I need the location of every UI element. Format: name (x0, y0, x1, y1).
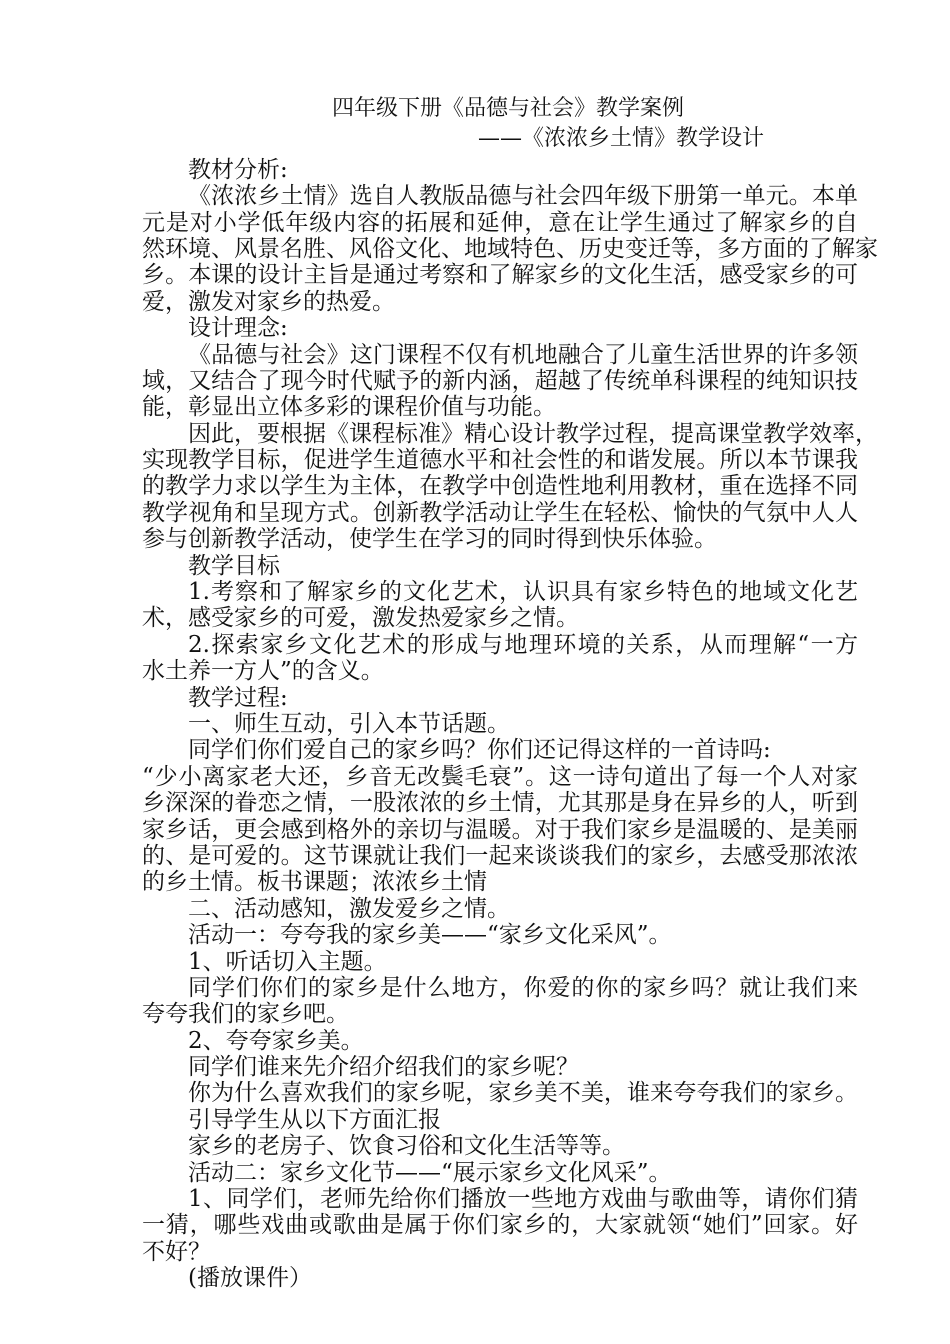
text-line: 参与创新教学活动，使学生在学习的同时得到快乐体验。 (142, 526, 717, 553)
text-line: 《品德与社会》这门课程不仅有机地融合了儿童生活世界的许多领 (188, 341, 858, 368)
text-line: 同学们你们爱自己的家乡吗？你们还记得这样的一首诗吗: (188, 737, 771, 764)
text-line: 的、是可爱的。这节课就让我们一起来谈谈我们的家乡，去感受那浓浓 (142, 842, 858, 869)
text-line: 的乡土情。板书课题；浓浓乡土情 (142, 869, 487, 896)
text-line: 水土养一方人”的含义。 (142, 658, 384, 685)
text-line: 教学视角和呈现方式。创新教学活动让学生在轻松、愉快的气氛中人人 (142, 499, 858, 526)
text-line: 能，彰显出立体多彩的课程价值与功能。 (142, 394, 556, 421)
text-line: 1.考察和了解家乡的文化艺术，认识具有家乡特色的地域文化艺 (188, 579, 858, 606)
text-line: 教材分析: (188, 156, 288, 183)
document-title: 四年级下册《品德与社会》教学案例 (332, 96, 685, 121)
text-line: 一、师生互动，引入本节话题。 (188, 710, 510, 737)
document-body (142, 156, 878, 1292)
text-line: 夸夸我们的家乡吧。 (142, 1001, 349, 1028)
text-line: 活动二：家乡文化节——“展示家乡文化风采”。 (188, 1159, 672, 1186)
text-line: 乡深深的眷恋之情，一股浓浓的乡土情，尤其那是身在异乡的人，听到 (142, 790, 858, 817)
text-line: 元是对小学低年级内容的拓展和延伸，意在让学生通过了解家乡的自 (142, 209, 858, 236)
text-line: 然环境、风景名胜、风俗文化、地域特色、历史变迁等，多方面的了解家 (142, 235, 878, 262)
text-line: 术，感受家乡的可爱，激发热爱家乡之情。 (142, 605, 579, 632)
text-line: 《浓浓乡土情》选自人教版品德与社会四年级下册第一单元。本单 (188, 183, 858, 210)
document-subtitle: ——《浓浓乡土情》教学设计 (478, 126, 765, 152)
text-line: 设计理念: (188, 315, 288, 342)
text-line: 爱，激发对家乡的热爱。 (142, 288, 395, 315)
text-line: 同学们你们的家乡是什么地方，你爱的你的家乡吗？就让我们来 (188, 974, 858, 1001)
text-line: 教学过程: (188, 684, 288, 711)
text-line: 实现教学目标，促进学生道德水平和社会性的和谐发展。所以本节课我 (142, 447, 858, 474)
text-line: “少小离家老大还，乡音无改鬓毛衰”。这一诗句道出了每一个人对家 (142, 763, 858, 790)
text-line: 2.探索家乡文化艺术的形成与地理环境的关系，从而理解“一方 (188, 631, 858, 658)
text-line: 乡。本课的设计主旨是通过考察和了解家乡的文化生活，感受家乡的可 (142, 262, 858, 289)
text-line: 一猜，哪些戏曲或歌曲是属于你们家乡的，大家就领“她们”回家。好 (142, 1212, 858, 1239)
text-line: 引导学生从以下方面汇报 (188, 1106, 441, 1133)
text-line: 因此，要根据《课程标准》精心设计教学过程，提高课堂教学效率， (188, 420, 878, 447)
text-line: (播放课件） (188, 1265, 312, 1292)
text-line: 1、听话切入主题。 (188, 948, 387, 975)
text-line: 你为什么喜欢我们的家乡呢，家乡美不美，谁来夸夸我们的家乡。 (188, 1080, 858, 1107)
document-page (142, 96, 878, 1292)
text-line: 教学目标 (188, 552, 280, 579)
text-line: 活动一：夸夸我的家乡美——“家乡文化采风”。 (188, 922, 672, 949)
text-line: 不好？ (142, 1238, 211, 1265)
text-line: 域，又结合了现今时代赋予的新内涵，超越了传统单科课程的纯知识技 (142, 367, 858, 394)
text-line: 家乡的老房子、饮食习俗和文化生活等等。 (188, 1133, 625, 1160)
text-line: 的教学力求以学生为主体，在教学中创造性地利用教材，重在选择不同 (142, 473, 858, 500)
text-line: 二、活动感知，激发爱乡之情。 (188, 895, 510, 922)
text-line: 家乡话，更会感到格外的亲切与温暖。对于我们家乡是温暖的、是美丽 (142, 816, 858, 843)
text-line: 2、夸夸家乡美。 (188, 1027, 364, 1054)
text-line: 同学们谁来先介绍介绍我们的家乡呢？ (188, 1054, 579, 1081)
text-line: 1、同学们，老师先给你们播放一些地方戏曲与歌曲等，请你们猜 (188, 1186, 858, 1213)
